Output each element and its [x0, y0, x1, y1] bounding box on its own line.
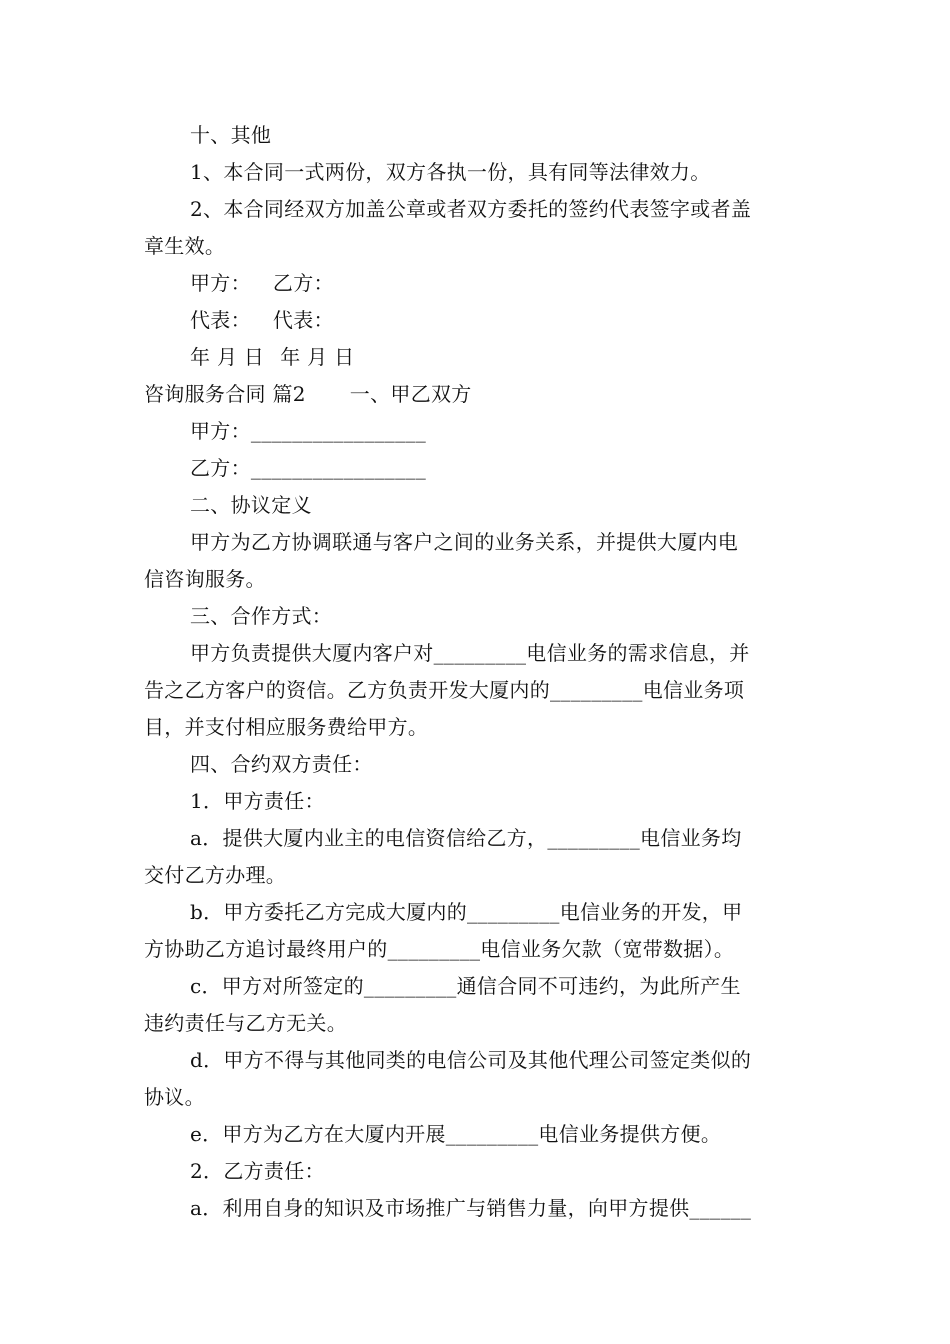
date-a: 年 月 日: [190, 345, 265, 369]
list-item-continuation: 协议。: [144, 1085, 205, 1109]
list-item: c．甲方对所签定的_________通信合同不可违约，为此所产生: [190, 974, 741, 998]
list-item: e．甲方为乙方在大厦内开展_________电信业务提供方便。: [190, 1122, 722, 1146]
signature-party-row: [144, 265, 809, 302]
list-item: b．甲方委托乙方完成大厦内的_________电信业务的开发，甲: [190, 900, 743, 924]
party-a-line: 甲方：_________________: [190, 419, 426, 443]
paragraph: 甲方为乙方协调联通与客户之间的业务关系，并提供大厦内电: [190, 530, 739, 554]
contract-title: 咨询服务合同 篇2: [144, 382, 306, 406]
paragraph: 2、本合同经双方加盖公章或者双方委托的签约代表签字或者盖: [190, 197, 752, 221]
list-item-continuation: 违约责任与乙方无关。: [144, 1011, 347, 1035]
section-heading: 十、其他: [190, 123, 272, 147]
party-b-label: 乙方：: [272, 271, 334, 295]
paragraph-continuation: 告之乙方客户的资信。乙方负责开发大厦内的_________电信业务项: [144, 678, 745, 702]
party-a-label: 甲方：: [190, 271, 251, 295]
paragraph: 甲方负责提供大厦内客户对_________电信业务的需求信息，并: [190, 641, 750, 665]
paragraph: 1、本合同一式两份，双方各执一份，具有同等法律效力。: [190, 160, 711, 184]
signature-date-row: [144, 339, 809, 376]
paragraph-continuation: 信咨询服务。: [144, 567, 266, 591]
list-item: d．甲方不得与其他同类的电信公司及其他代理公司签定类似的: [190, 1048, 752, 1072]
paragraph-continuation: 目，并支付相应服务费给甲方。: [144, 715, 429, 739]
section-heading: 四、合约双方责任：: [190, 752, 373, 776]
contract-title-row: [144, 376, 809, 413]
list-item-continuation: 方协助乙方追讨最终用户的_________电信业务欠款（宽带数据）。: [144, 937, 735, 961]
section-heading: 二、协议定义: [190, 493, 312, 517]
paragraph-continuation: 章生效。: [144, 234, 226, 258]
party-b-line: 乙方：_________________: [190, 456, 426, 480]
section-heading: 一、甲乙双方: [349, 382, 472, 406]
rep-a-label: 代表：: [190, 308, 251, 332]
subsection-heading: 2．乙方责任：: [190, 1159, 325, 1183]
subsection-heading: 1．甲方责任：: [190, 789, 325, 813]
list-item-continuation: 交付乙方办理。: [144, 863, 287, 887]
signature-rep-row: [144, 302, 809, 339]
list-item: a．提供大厦内业主的电信资信给乙方，_________电信业务均: [190, 826, 742, 850]
list-item: a．利用自身的知识及市场推广与销售力量，向甲方提供______: [190, 1196, 752, 1220]
section-heading: 三、合作方式：: [190, 604, 333, 628]
document-body: [144, 117, 809, 1227]
date-b: 年 月 日: [280, 345, 355, 369]
rep-b-label: 代表：: [272, 308, 334, 332]
